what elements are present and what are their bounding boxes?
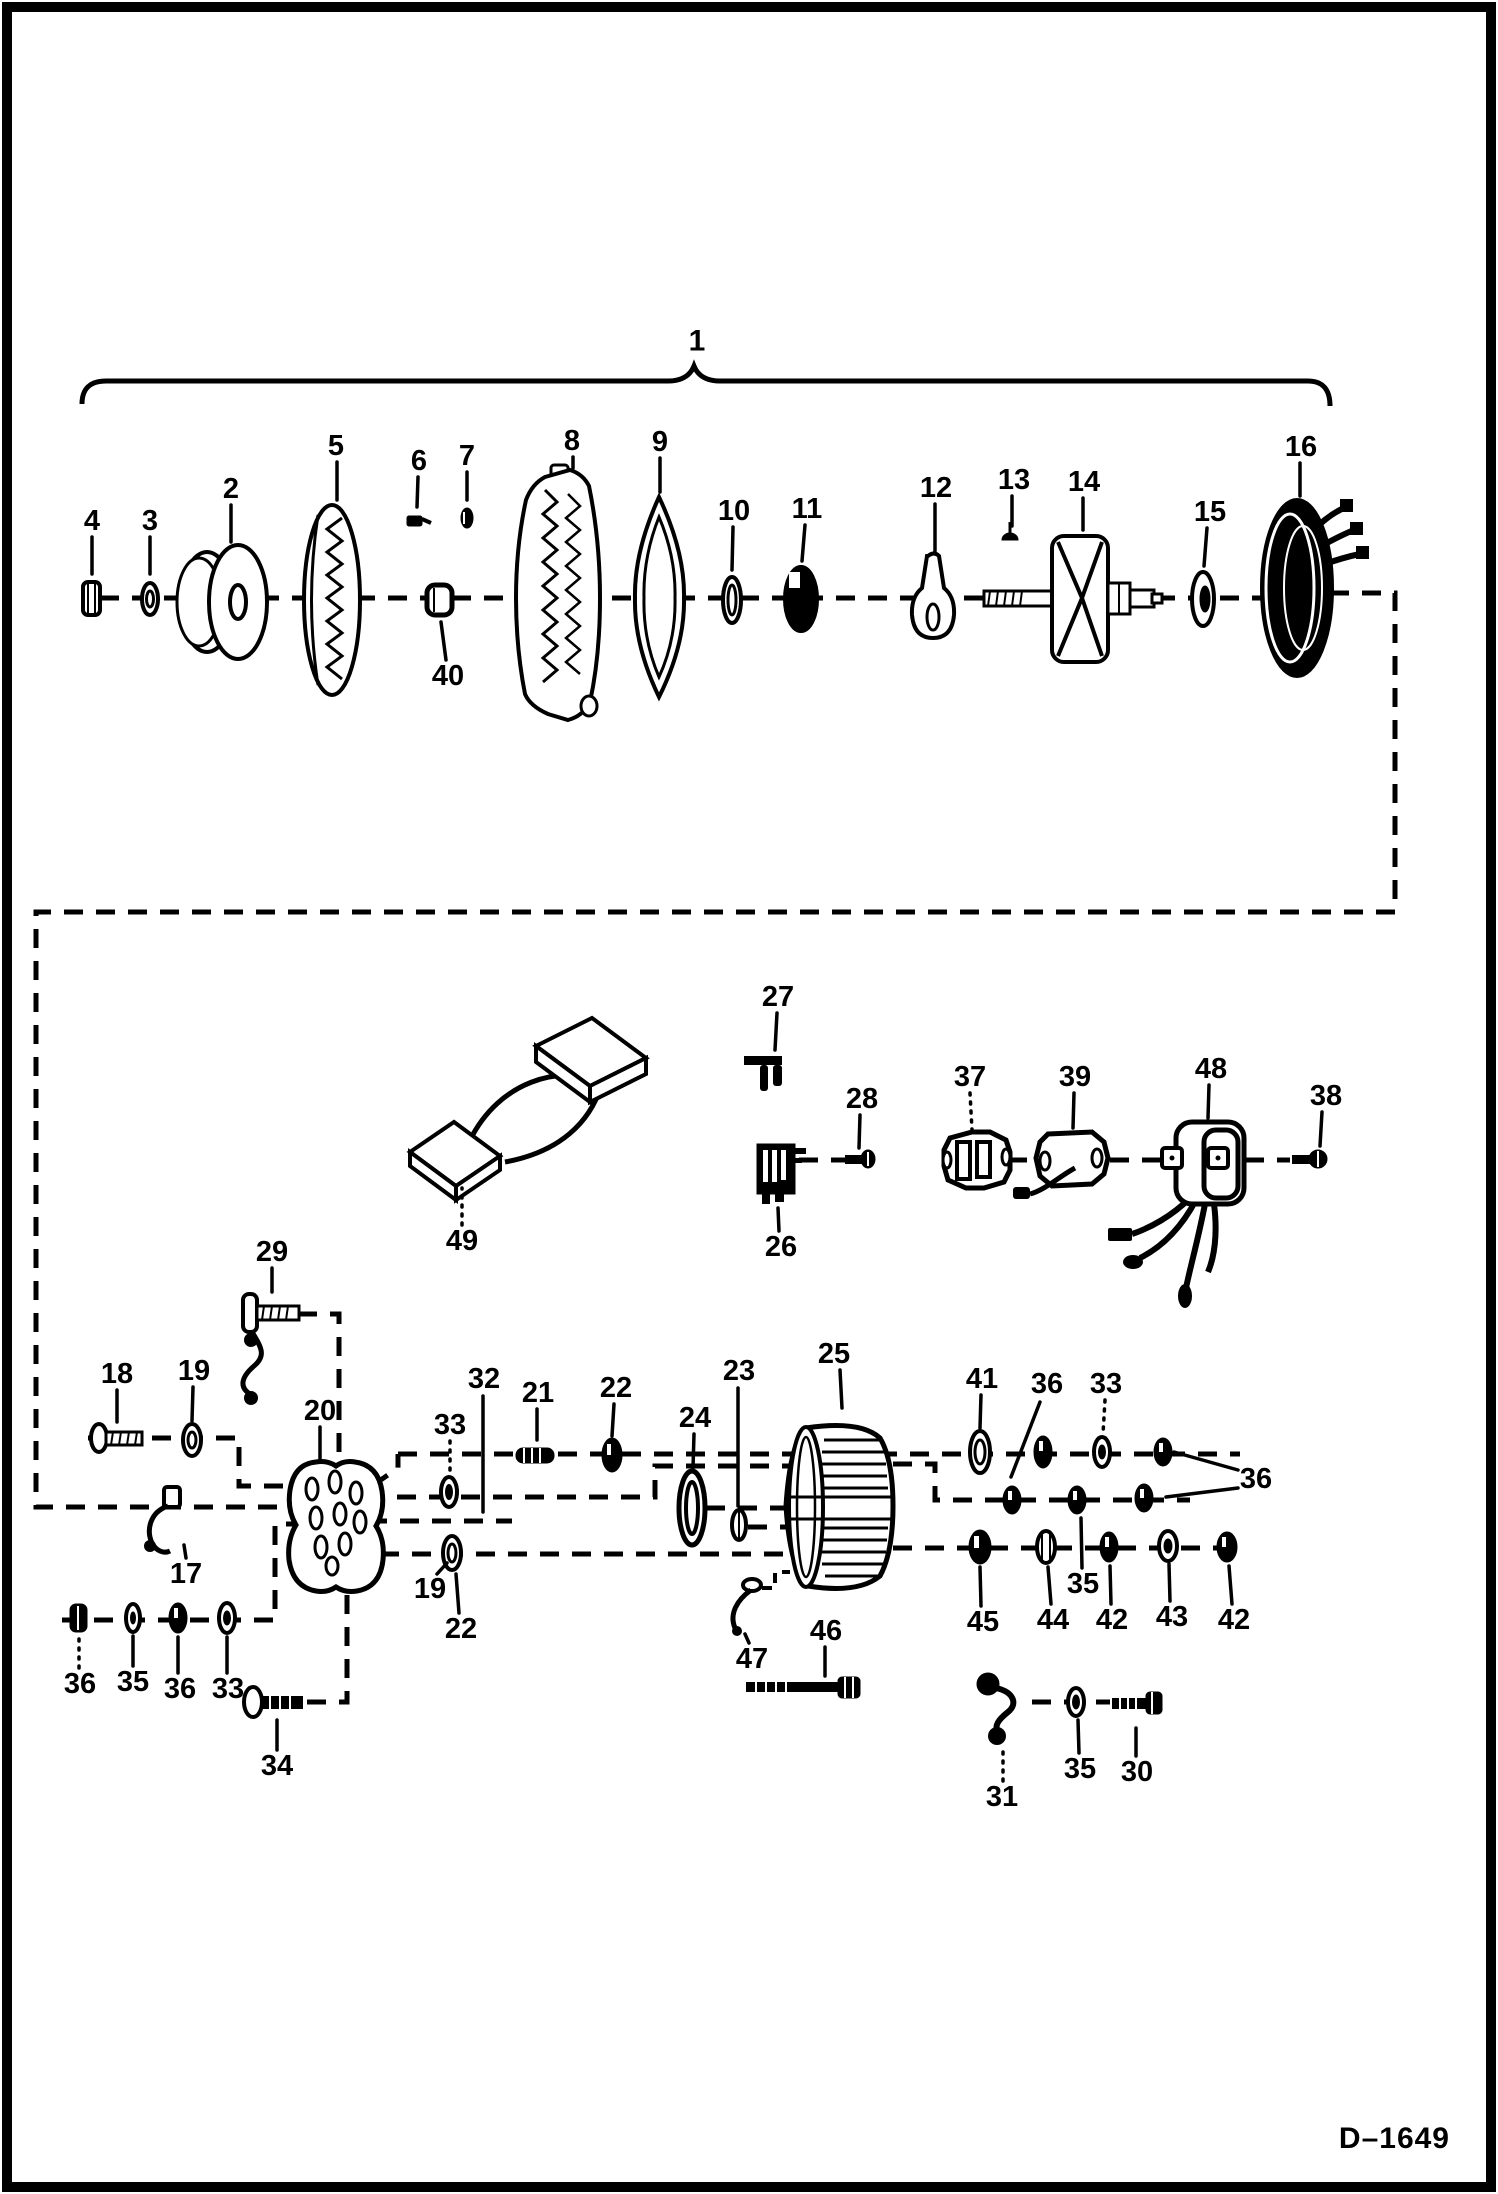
leader-line [1073,1093,1074,1128]
leader-line [732,527,733,570]
part-33-washer [219,1603,235,1633]
part-label-35: 35 [116,1666,150,1698]
part-label-30: 30 [1120,1756,1154,1788]
part-34-bolt [244,1687,303,1717]
part-label-21: 21 [521,1377,555,1409]
part-43-washer [1159,1531,1177,1561]
drawing-number: D–1649 [1338,2122,1450,2155]
part-label-8: 8 [563,425,581,457]
part-3-washer [142,583,158,615]
part-label-22: 22 [444,1613,478,1645]
part-45-nut [969,1530,991,1564]
part-label-6: 6 [410,445,428,477]
part-35-washer [126,1604,140,1632]
part-label-36: 36 [163,1673,197,1705]
part-label-12: 12 [919,472,953,504]
part-label-3: 3 [141,505,159,537]
part-label-44: 44 [1036,1604,1070,1636]
part-label-42: 42 [1217,1604,1251,1636]
part-18-bolt [91,1424,142,1452]
part-46-bolt [746,1677,860,1698]
part-label-47: 47 [735,1643,769,1675]
part-37-connector [943,1132,1010,1188]
leader-line [1169,1564,1170,1601]
part-26-brush-holder [758,1145,806,1204]
leader-line [612,1404,614,1436]
part-12-bearing-retainer [912,554,954,639]
part-label-7: 7 [458,440,476,472]
part-8-front-housing [516,465,600,720]
leader-line [980,1395,981,1428]
part-2-pulley [177,545,267,659]
part-13-screw [1002,522,1018,540]
part-33-washer-r1 [1094,1437,1110,1467]
part-36-nut [70,1604,87,1632]
leader-line [980,1567,981,1606]
part-label-23: 23 [722,1355,756,1387]
part-number-labels [64,325,1342,1814]
part-label-43: 43 [1155,1601,1189,1633]
part-35-washer-b [1068,1688,1084,1716]
part-29-bolt-with-clamp [243,1294,299,1405]
part-15-bearing [1192,572,1214,626]
part-label-33: 33 [433,1409,467,1441]
leader-line [1078,1720,1079,1753]
part-label-39: 39 [1058,1061,1092,1093]
part-39-regulator [1013,1132,1108,1199]
part-44-washer [1037,1531,1055,1563]
part-label-41: 41 [965,1363,999,1395]
part-label-32: 32 [467,1363,501,1395]
part-label-24: 24 [678,1402,712,1434]
part-27-clip [744,1056,782,1091]
part-28-screw [845,1150,875,1168]
part-label-5: 5 [327,430,345,462]
part-11-bearing [785,567,817,631]
part-42-washer-b [1217,1532,1237,1562]
leader-line [192,1387,193,1421]
part-label-35: 35 [1063,1753,1097,1785]
part-label-17: 17 [169,1558,203,1590]
part-label-33: 33 [211,1673,245,1705]
part-label-1: 1 [688,324,706,358]
part-24-o-ring [679,1471,705,1545]
part-label-36: 36 [63,1668,97,1700]
part-19-washer [183,1424,201,1456]
part-40-spacer [427,585,452,615]
part-label-31: 31 [985,1781,1019,1813]
part-label-34: 34 [260,1750,294,1782]
part-label-14: 14 [1067,466,1101,498]
leader-line [1110,1566,1111,1604]
part-label-26: 26 [764,1231,798,1263]
part-label-22: 22 [599,1372,633,1404]
leader-line [1103,1400,1105,1434]
part-23-seal [732,1510,746,1540]
leader-line [775,1013,777,1050]
part-label-28: 28 [845,1083,879,1115]
leader-line [1166,1488,1238,1497]
part-label-49: 49 [445,1225,479,1257]
part-30-bolt [1112,1692,1162,1714]
part-17-wire-clip [144,1487,180,1552]
part-label-48: 48 [1194,1053,1228,1085]
part-label-25: 25 [817,1338,851,1370]
leader-line [802,525,805,561]
part-label-16: 16 [1284,431,1318,463]
part-10-washer [723,577,741,623]
part-21-stud [516,1448,554,1463]
part-label-4: 4 [83,505,101,537]
leader-line [745,1634,749,1643]
part-4-nut [83,582,100,615]
part-16-stator [1262,499,1369,676]
leader-line [970,1093,972,1130]
part-label-38: 38 [1309,1080,1343,1112]
part-36-washer [169,1603,187,1633]
leader-line [1229,1566,1232,1604]
part-label-15: 15 [1193,496,1227,528]
part-label-18: 18 [100,1358,134,1390]
leader-line [417,477,418,507]
part-label-35: 35 [1066,1568,1100,1600]
part-38-screw [1292,1150,1327,1168]
part-label-29: 29 [255,1236,289,1268]
part-label-40: 40 [431,660,465,692]
part-25-stator [786,1426,893,1589]
part-label-36: 36 [1239,1463,1273,1495]
part-20-rear-housing [289,1462,384,1592]
leader-line [456,1574,459,1613]
part-22-nut [602,1438,622,1472]
part-label-9: 9 [651,426,669,458]
part-label-36: 36 [1030,1368,1064,1400]
leader-line [184,1545,186,1558]
part-5-fan [304,505,360,695]
part-7-nut [461,508,473,528]
part-label-33: 33 [1089,1368,1123,1400]
part-label-11: 11 [791,493,823,525]
leader-line [859,1115,860,1148]
leader-line [840,1370,842,1408]
part-31-wire-clip [977,1673,1013,1745]
leader-line [1011,1402,1040,1477]
part-label-2: 2 [222,473,240,505]
leader-line [1320,1112,1322,1146]
leader-line [693,1434,694,1468]
leader-line [1204,528,1207,566]
part-36-washer-r2 [1154,1438,1172,1466]
part-label-42: 42 [1095,1604,1129,1636]
part-9-baffle [635,497,684,697]
leader-line [1081,1518,1082,1568]
part-label-20: 20 [303,1395,337,1427]
leader-line [778,1208,779,1231]
group-1-brace [82,366,1330,406]
part-33-washer-mid [441,1477,457,1507]
part-label-19: 19 [413,1573,447,1605]
leader-line [1208,1085,1209,1118]
leader-line [441,622,446,660]
part-47-wire-clip [732,1579,761,1636]
part-48-brush-holder-assembly [1108,1122,1244,1308]
part-label-19: 19 [177,1355,211,1387]
part-label-13: 13 [997,464,1031,496]
part-label-27: 27 [761,981,795,1013]
part-14-rotor [984,536,1162,662]
part-label-46: 46 [809,1615,843,1647]
leader-line [1048,1567,1051,1604]
part-49-brush-set [410,1018,646,1200]
part-6-screw [407,516,431,526]
part-label-10: 10 [717,495,751,527]
part-41-washer [970,1431,990,1473]
part-label-37: 37 [953,1061,987,1093]
part-label-45: 45 [966,1606,1000,1638]
part-36-washer-r1 [1034,1436,1052,1468]
part-42-washer-a [1100,1532,1118,1562]
